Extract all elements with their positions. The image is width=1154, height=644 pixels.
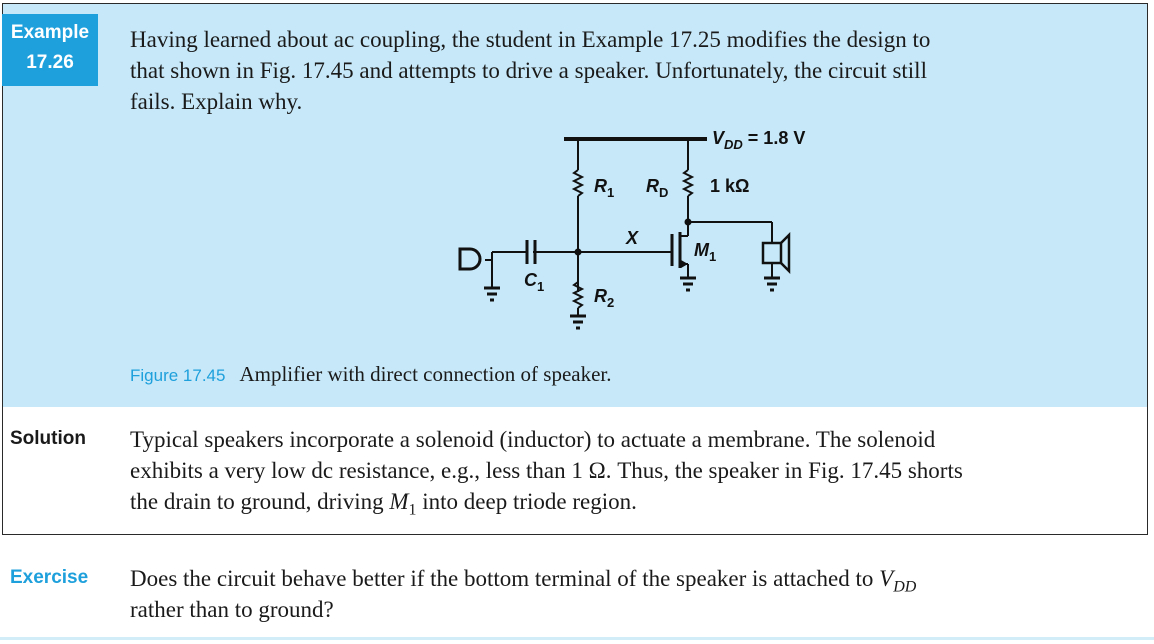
solution-text-line-2: exhibits a very low dc resistance, e.g., less than 1 Ω. Thus, the speaker in Fig. 17.45 shorts <box>130 458 963 483</box>
r1-label: $R_1$ <box>594 176 615 200</box>
example-text-line-1: Having learned about ac coupling, the student in Example 17.25 modifies the design to <box>130 27 931 52</box>
rd-value: 1 kΩ <box>710 176 750 196</box>
example-text-line-3: fails. Explain why. <box>130 89 303 114</box>
ground-icon-source <box>484 288 500 300</box>
figure-label: Figure 17.45 <box>130 366 226 385</box>
solution-label: Solution <box>10 428 86 449</box>
example-label: Example <box>10 22 90 43</box>
resistor-r1 <box>574 170 582 196</box>
solution-text-line-3: the drain to ground, driving $M_1$ into deep triode region. <box>130 489 637 519</box>
exercise-bottom-rule <box>0 637 1154 640</box>
gate-node-x <box>575 249 582 256</box>
exercise-text-line-1: Does the circuit behave better if the bottom terminal of the speaker is attached to $V_{DD}$ <box>130 566 917 596</box>
r2-label: $R_2$ <box>594 286 615 310</box>
ground-icon-speaker <box>764 278 780 290</box>
solution-text-line-1: Typical speakers incorporate a solenoid (inductor) to actuate a membrane. The solenoid <box>130 427 936 452</box>
circuit-diagram <box>440 118 840 338</box>
node-x-label: X <box>626 228 639 248</box>
figure-caption <box>130 362 612 387</box>
ground-icon-r2 <box>570 316 586 328</box>
vdd-label: $V_{DD} = 1.8$ V <box>712 128 806 152</box>
rd-label: $R_D$ <box>646 176 669 200</box>
speaker-icon <box>763 235 789 271</box>
m1-arrow <box>681 260 688 268</box>
example-tag <box>2 14 98 86</box>
example-number: 17.26 <box>26 52 74 73</box>
exercise-label: Exercise <box>10 567 89 588</box>
resistor-r2 <box>574 282 582 308</box>
exercise-text-line-2: rather than to ground? <box>130 597 334 622</box>
c1-label: $C_1$ <box>524 270 545 294</box>
example-text-line-2: that shown in Fig. 17.45 and attempts to drive a speaker. Unfortunately, the circuit still <box>130 58 927 83</box>
figure-caption-text: Amplifier with direct connection of speaker. <box>239 362 612 386</box>
resistor-rd <box>684 170 692 196</box>
ground-icon-m1 <box>680 278 696 290</box>
microphone-icon <box>460 249 492 288</box>
m1-label: $M_1$ <box>694 240 717 264</box>
